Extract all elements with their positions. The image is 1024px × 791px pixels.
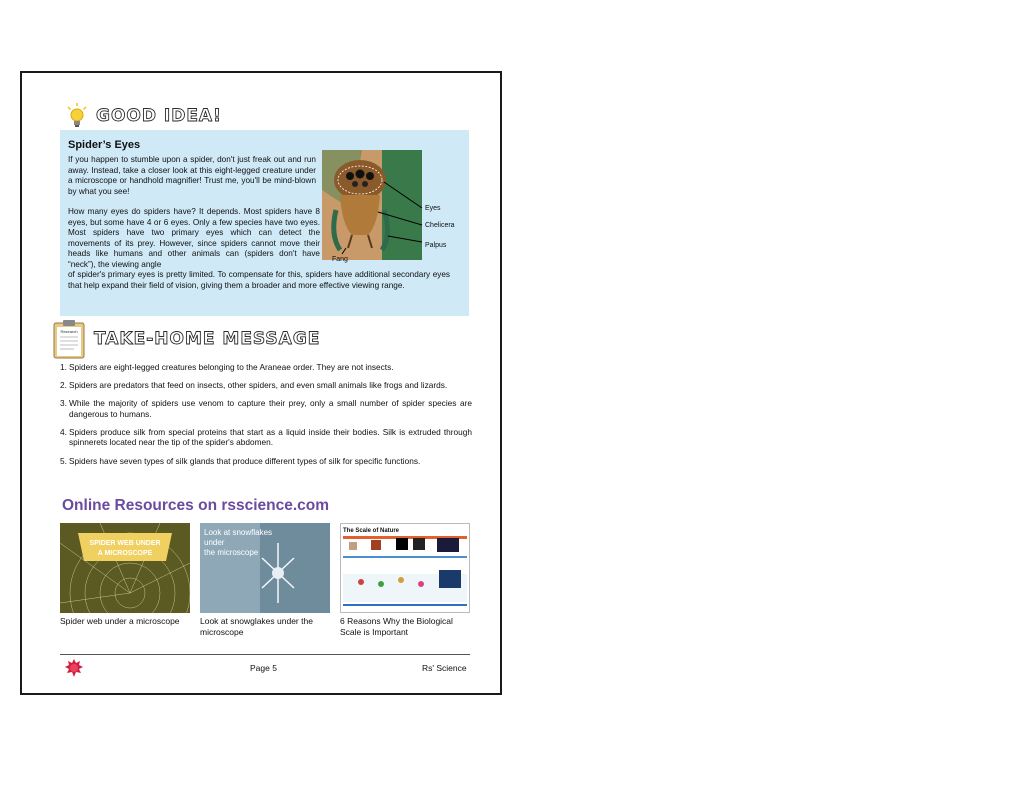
take-home-heading: TAKE-HOME MESSAGE bbox=[94, 329, 321, 349]
svg-text:the microscope: the microscope bbox=[204, 548, 259, 557]
list-number: 5. bbox=[60, 455, 67, 466]
good-idea-header bbox=[66, 103, 222, 129]
svg-text:The Scale of Nature: The Scale of Nature bbox=[343, 528, 400, 534]
label-eyes: Eyes bbox=[425, 205, 441, 212]
label-chelicera: Chelicera bbox=[425, 222, 455, 229]
idea-paragraph-3: of spider's primary eyes is pretty limited. To compensate for this, spiders have additional secondary eyes that help expand their field of vision, giving them a broader and more effective viewing range. bbox=[68, 270, 450, 290]
resource-caption[interactable]: Spider web under a microscope bbox=[60, 616, 180, 626]
svg-text:under: under bbox=[204, 538, 225, 547]
brand-name: Rs' Science bbox=[422, 663, 467, 673]
take-home-list bbox=[60, 362, 472, 474]
good-idea-heading: GOOD IDEA! bbox=[96, 106, 222, 126]
take-home-header bbox=[52, 319, 320, 359]
resource-caption[interactable]: 6 Reasons Why the Biological Scale is Important bbox=[340, 616, 453, 637]
document-page bbox=[20, 71, 502, 695]
lightbulb-icon bbox=[66, 103, 88, 129]
resource-thumbnail-snowflakes[interactable] bbox=[200, 523, 330, 613]
page-number: Page 5 bbox=[250, 663, 277, 673]
list-item bbox=[60, 456, 472, 467]
clipboard-icon bbox=[52, 319, 86, 359]
spider-photo bbox=[322, 150, 422, 260]
resources-heading[interactable]: Online Resources on rsscience.com bbox=[62, 497, 330, 514]
spider-eyes-figure bbox=[322, 150, 458, 268]
clipboard-label: Research bbox=[60, 329, 78, 334]
list-text: Spiders are eight-legged creatures belonging to the Araneae order. They are not insects. bbox=[69, 362, 394, 372]
footer-divider bbox=[60, 654, 470, 655]
list-number: 2. bbox=[60, 380, 67, 391]
label-palpus: Palpus bbox=[425, 242, 447, 249]
rsscience-logo-icon bbox=[65, 659, 83, 677]
good-idea-box bbox=[60, 130, 469, 316]
svg-text:A MICROSCOPE: A MICROSCOPE bbox=[97, 550, 153, 557]
list-item bbox=[60, 427, 472, 448]
idea-paragraph-1: If you happen to stumble upon a spider, don't just freak out and run away. Instead, take a closer look at this eight-legged creature under a microscope or handhold magnifier! Trust me, you'll be mind-blown by what you see! bbox=[68, 155, 316, 196]
svg-text:Look at snowflakes: Look at snowflakes bbox=[204, 528, 273, 537]
label-fang: Fang bbox=[332, 256, 348, 263]
idea-paragraph-2: How many eyes do spiders have? It depends. Most spiders have 8 eyes, but some have 4 or 6 eyes. Only a few species have two eyes. Most spiders have two primary eyes which can detect the movements of its prey. However, since spiders cannot move their heads like humans and other animals can (spiders don't have “neck”), the viewing angle bbox=[68, 207, 320, 269]
list-item bbox=[60, 362, 472, 373]
list-item bbox=[60, 398, 472, 419]
list-text: Spiders have seven types of silk glands that produce different types of silk for specific functions. bbox=[69, 455, 421, 466]
resource-thumbnail-scale-of-nature[interactable] bbox=[340, 523, 470, 613]
list-text: While the majority of spiders use venom to capture their prey, only a small number of spider species are dangerous to humans. bbox=[69, 398, 472, 419]
list-number: 1. bbox=[60, 362, 67, 372]
list-item bbox=[60, 380, 472, 391]
resource-thumbnail-spider-web[interactable] bbox=[60, 523, 190, 613]
resource-caption[interactable]: Look at snowglakes under the microscope bbox=[200, 616, 313, 637]
list-text: Spiders are predators that feed on insects, other spiders, and even small animals like frogs and lizards. bbox=[69, 380, 448, 391]
svg-text:SPIDER WEB UNDER: SPIDER WEB UNDER bbox=[89, 540, 161, 547]
list-number: 3. bbox=[60, 398, 67, 409]
idea-title: Spider’s Eyes bbox=[68, 139, 141, 151]
list-text: Spiders produce silk from special proteins that start as a liquid inside their bodies. Silk is extruded through spinnerets located near the tip of the spider's abdomen. bbox=[69, 426, 472, 448]
list-number: 4. bbox=[60, 426, 67, 437]
